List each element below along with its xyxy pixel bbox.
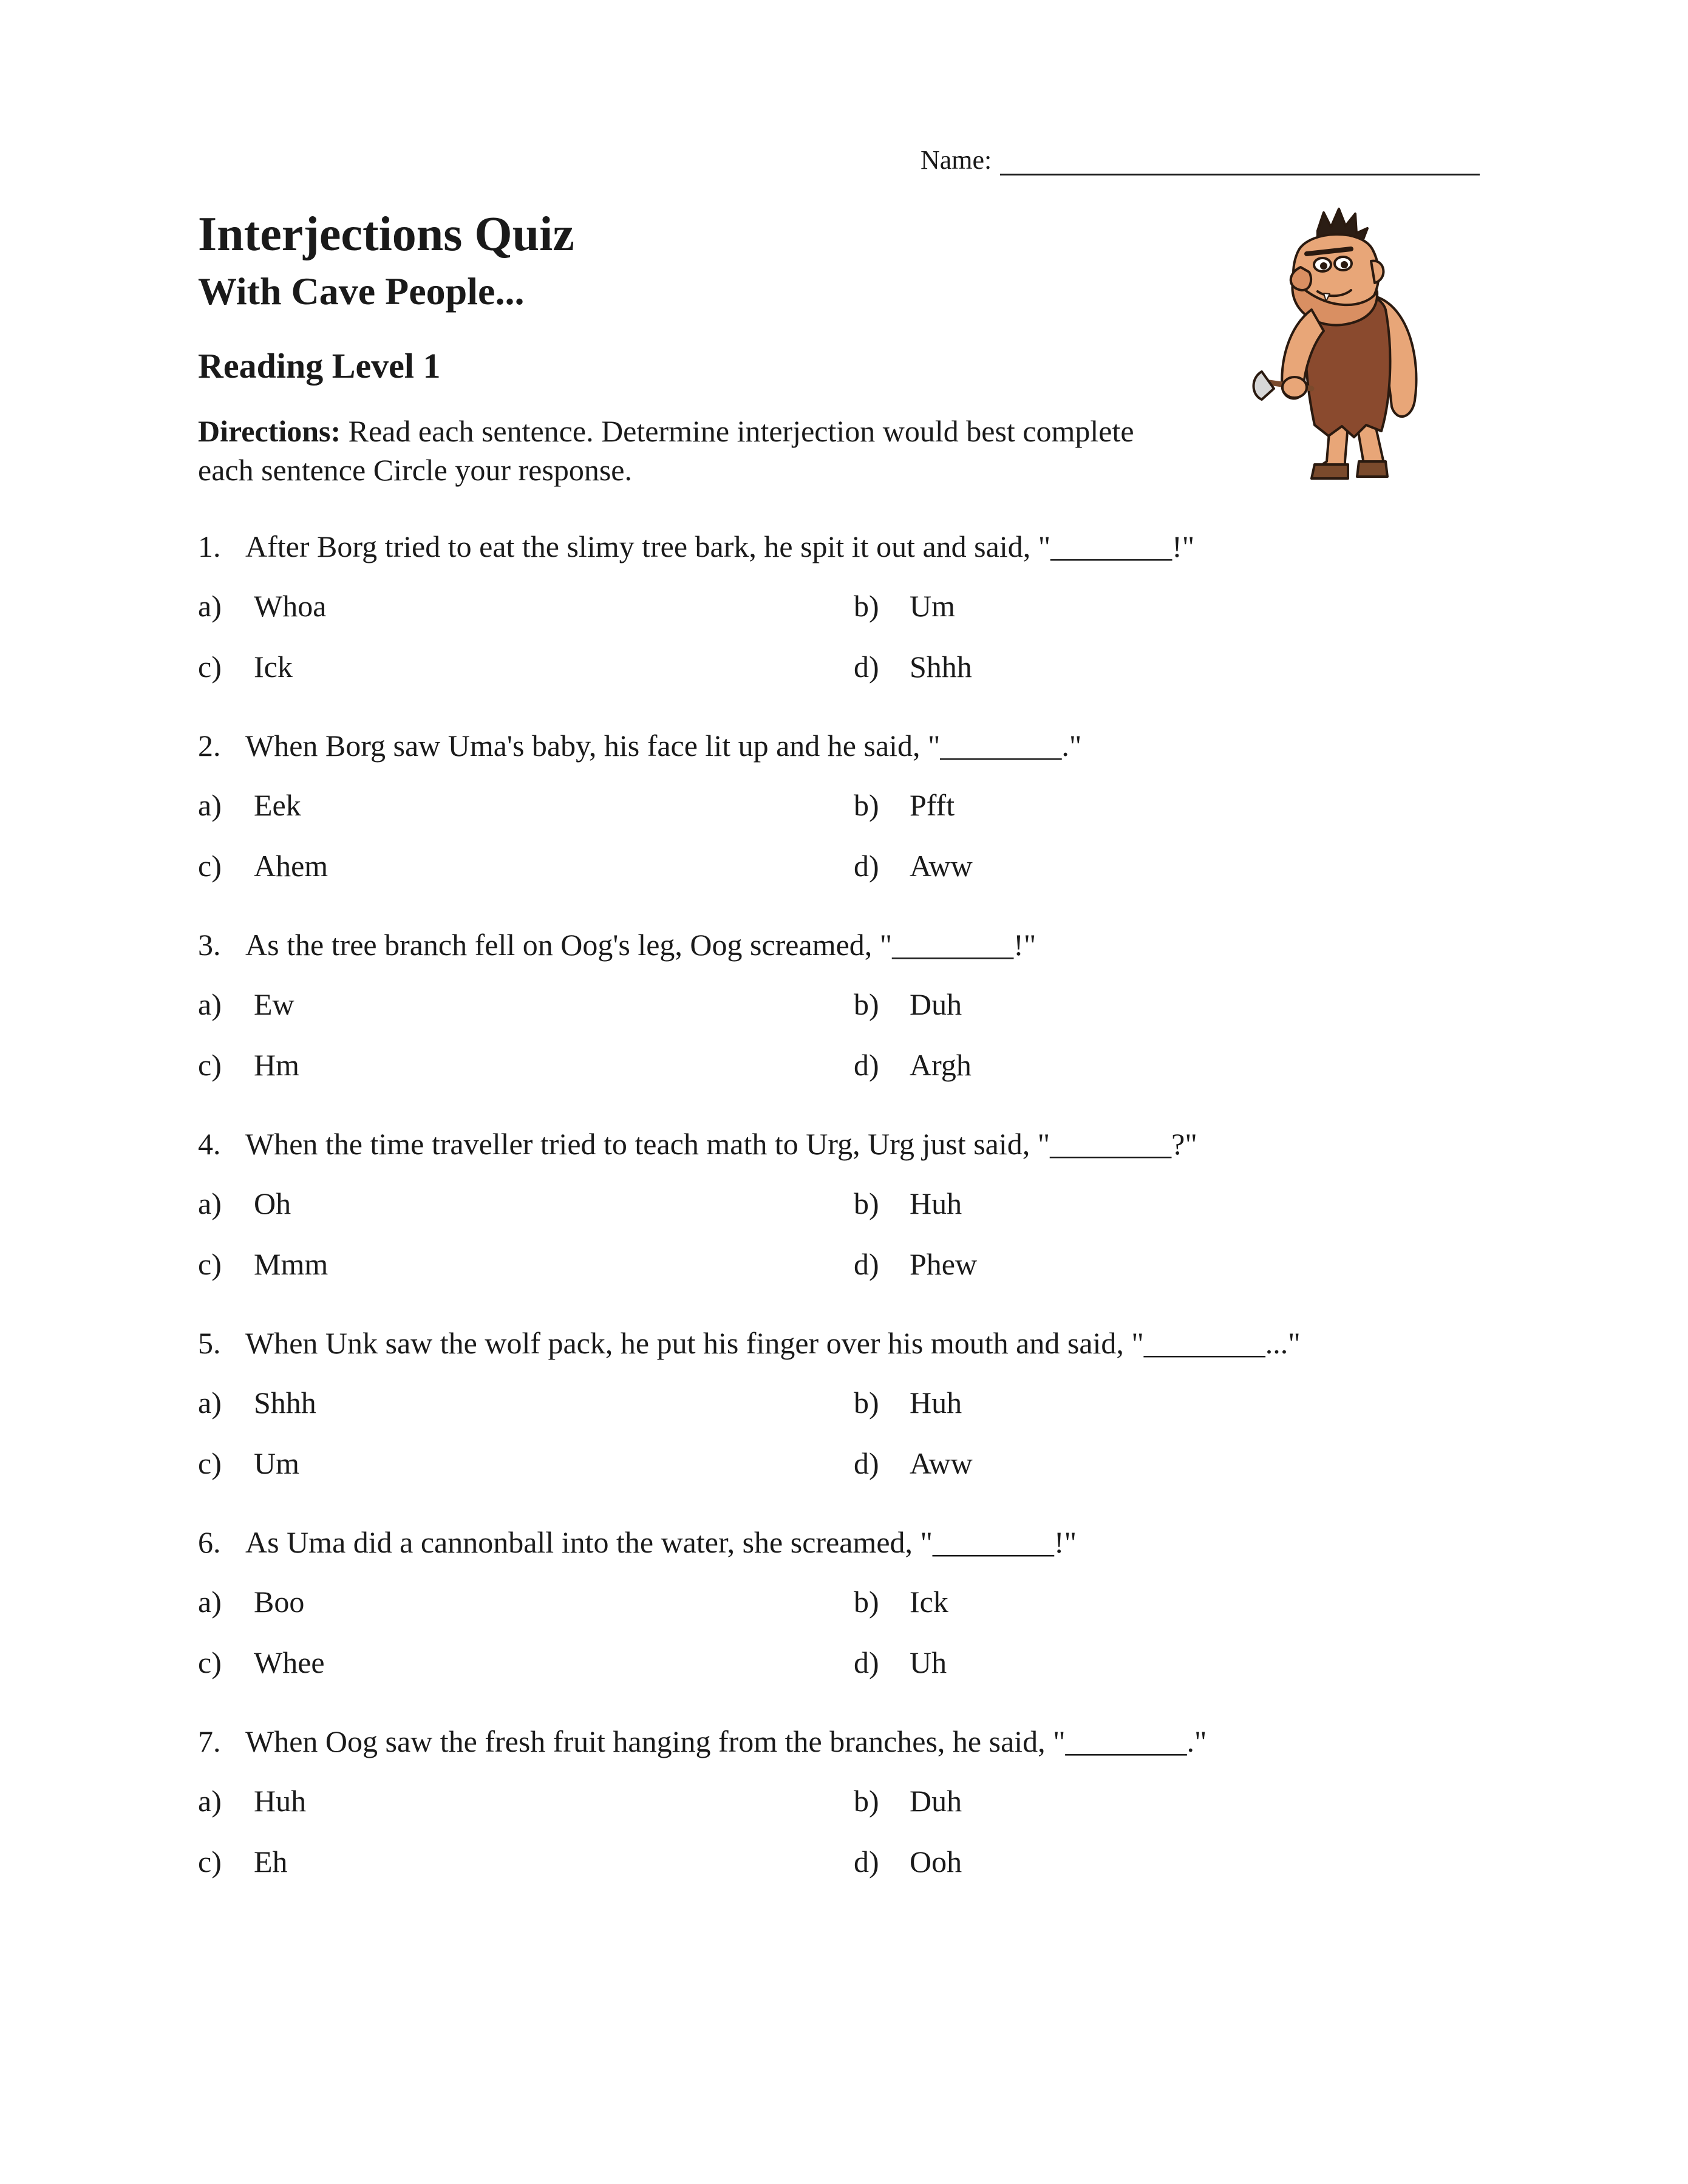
reading-level-heading: Reading Level 1 <box>198 346 441 386</box>
answer-option[interactable] <box>198 587 326 625</box>
option-letter: a) <box>198 1784 222 1818</box>
name-blank-line[interactable] <box>1000 147 1480 175</box>
answer-option[interactable] <box>198 1444 299 1483</box>
answer-option[interactable] <box>854 1781 962 1820</box>
option-text: Uh <box>910 1645 947 1679</box>
option-text: Duh <box>910 1784 962 1818</box>
option-letter: d) <box>854 1845 879 1879</box>
option-letter: d) <box>854 849 879 883</box>
question-text: When Oog saw the fresh fruit hanging from the branches, he said, "________." <box>245 1724 1207 1758</box>
answer-option[interactable] <box>198 985 294 1024</box>
option-text: Whoa <box>254 589 327 623</box>
option-letter: a) <box>198 788 222 822</box>
option-letter: d) <box>854 650 879 684</box>
question-number: 7. <box>198 1724 221 1758</box>
option-text: Huh <box>910 1186 962 1220</box>
question-item <box>198 1523 1534 1722</box>
option-text: Ick <box>910 1585 948 1619</box>
question-text: As the tree branch fell on Oog's leg, Oog screamed, "________!" <box>245 928 1036 962</box>
answer-option[interactable] <box>854 1184 962 1223</box>
question-text: When the time traveller tried to teach math to Urg, Urg just said, "________?" <box>245 1127 1197 1161</box>
name-field <box>921 145 1480 175</box>
answer-option[interactable] <box>854 647 972 686</box>
directions <box>198 412 1145 489</box>
directions-text: Read each sentence. Determine interjection would best complete each sentence Circle your response. <box>198 414 1134 487</box>
option-letter: a) <box>198 1186 222 1220</box>
question-number: 5. <box>198 1326 221 1360</box>
question-text: When Borg saw Uma's baby, his face lit up and he said, "________." <box>245 729 1082 763</box>
question-prompt <box>198 1124 1197 1163</box>
option-text: Eh <box>254 1845 288 1879</box>
answer-option[interactable] <box>854 985 962 1024</box>
answer-option[interactable] <box>198 647 293 686</box>
question-item <box>198 527 1534 726</box>
option-text: Ick <box>254 650 293 684</box>
question-number: 2. <box>198 729 221 763</box>
option-letter: a) <box>198 1585 222 1619</box>
question-text: As Uma did a cannonball into the water, she screamed, "________!" <box>245 1525 1077 1559</box>
option-text: Mmm <box>254 1247 328 1281</box>
question-prompt <box>198 925 1036 964</box>
question-text: When Unk saw the wolf pack, he put his finger over his mouth and said, "________..." <box>245 1326 1301 1360</box>
question-prompt <box>198 527 1194 566</box>
question-prompt <box>198 1324 1301 1362</box>
question-prompt <box>198 1722 1206 1761</box>
option-letter: b) <box>854 1386 879 1420</box>
option-letter: b) <box>854 1585 879 1619</box>
answer-option[interactable] <box>854 1643 947 1682</box>
question-item <box>198 1124 1534 1324</box>
option-text: Argh <box>910 1048 972 1082</box>
option-text: Hm <box>254 1048 299 1082</box>
question-list <box>198 527 1534 1921</box>
option-letter: b) <box>854 589 879 623</box>
answer-option[interactable] <box>198 1245 328 1284</box>
answer-option[interactable] <box>854 1383 962 1422</box>
answer-option[interactable] <box>198 1046 299 1084</box>
answer-option[interactable] <box>198 1842 288 1881</box>
option-letter: a) <box>198 589 222 623</box>
option-letter: b) <box>854 788 879 822</box>
option-text: Huh <box>910 1386 962 1420</box>
option-text: Shhh <box>254 1386 316 1420</box>
question-prompt <box>198 1523 1077 1562</box>
question-number: 3. <box>198 928 221 962</box>
question-number: 1. <box>198 529 221 563</box>
option-text: Phew <box>910 1247 978 1281</box>
option-text: Ooh <box>910 1845 962 1879</box>
option-letter: b) <box>854 1784 879 1818</box>
option-text: Shhh <box>910 650 972 684</box>
option-letter: c) <box>198 1645 222 1679</box>
directions-label: Directions: <box>198 414 341 448</box>
question-text: After Borg tried to eat the slimy tree bark, he spit it out and said, "________!" <box>245 529 1195 563</box>
answer-option[interactable] <box>854 1046 972 1084</box>
answer-option[interactable] <box>198 1643 325 1682</box>
answer-option[interactable] <box>854 587 955 625</box>
option-letter: c) <box>198 1446 222 1480</box>
question-item <box>198 1722 1534 1921</box>
option-text: Boo <box>254 1585 305 1619</box>
option-text: Duh <box>910 987 962 1021</box>
option-text: Pfft <box>910 788 955 822</box>
option-letter: b) <box>854 987 879 1021</box>
answer-option[interactable] <box>198 1781 306 1820</box>
option-text: Aww <box>910 849 973 883</box>
option-text: Um <box>254 1446 299 1480</box>
answer-option[interactable] <box>854 1582 948 1621</box>
option-letter: d) <box>854 1446 879 1480</box>
answer-option[interactable] <box>198 1582 304 1621</box>
name-label: Name: <box>921 145 992 175</box>
option-text: Whee <box>254 1645 325 1679</box>
answer-option[interactable] <box>198 1184 291 1223</box>
option-letter: b) <box>854 1186 879 1220</box>
option-letter: c) <box>198 849 222 883</box>
option-letter: a) <box>198 1386 222 1420</box>
option-text: Eek <box>254 788 301 822</box>
answer-option[interactable] <box>854 1444 973 1483</box>
option-letter: a) <box>198 987 222 1021</box>
question-item <box>198 1324 1534 1523</box>
answer-option[interactable] <box>854 786 955 825</box>
option-text: Huh <box>254 1784 307 1818</box>
option-letter: d) <box>854 1645 879 1679</box>
option-text: Aww <box>910 1446 973 1480</box>
option-letter: c) <box>198 1845 222 1879</box>
answer-option[interactable] <box>854 1842 962 1881</box>
answer-option[interactable] <box>198 1383 316 1422</box>
question-item <box>198 925 1534 1124</box>
answer-option[interactable] <box>854 1245 977 1284</box>
question-number: 4. <box>198 1127 221 1161</box>
option-text: Ew <box>254 987 294 1021</box>
option-text: Oh <box>254 1186 291 1220</box>
answer-option[interactable] <box>198 786 301 825</box>
question-item <box>198 726 1534 925</box>
option-text: Um <box>910 589 955 623</box>
option-letter: d) <box>854 1247 879 1281</box>
answer-option[interactable] <box>854 846 973 885</box>
option-letter: c) <box>198 650 222 684</box>
caveman-illustration <box>1227 206 1445 486</box>
option-letter: c) <box>198 1247 222 1281</box>
option-letter: d) <box>854 1048 879 1082</box>
answer-option[interactable] <box>198 846 328 885</box>
page-subtitle: With Cave People... <box>198 270 525 313</box>
option-letter: c) <box>198 1048 222 1082</box>
option-text: Ahem <box>254 849 328 883</box>
question-number: 6. <box>198 1525 221 1559</box>
question-prompt <box>198 726 1081 765</box>
page-title: Interjections Quiz <box>198 208 574 261</box>
